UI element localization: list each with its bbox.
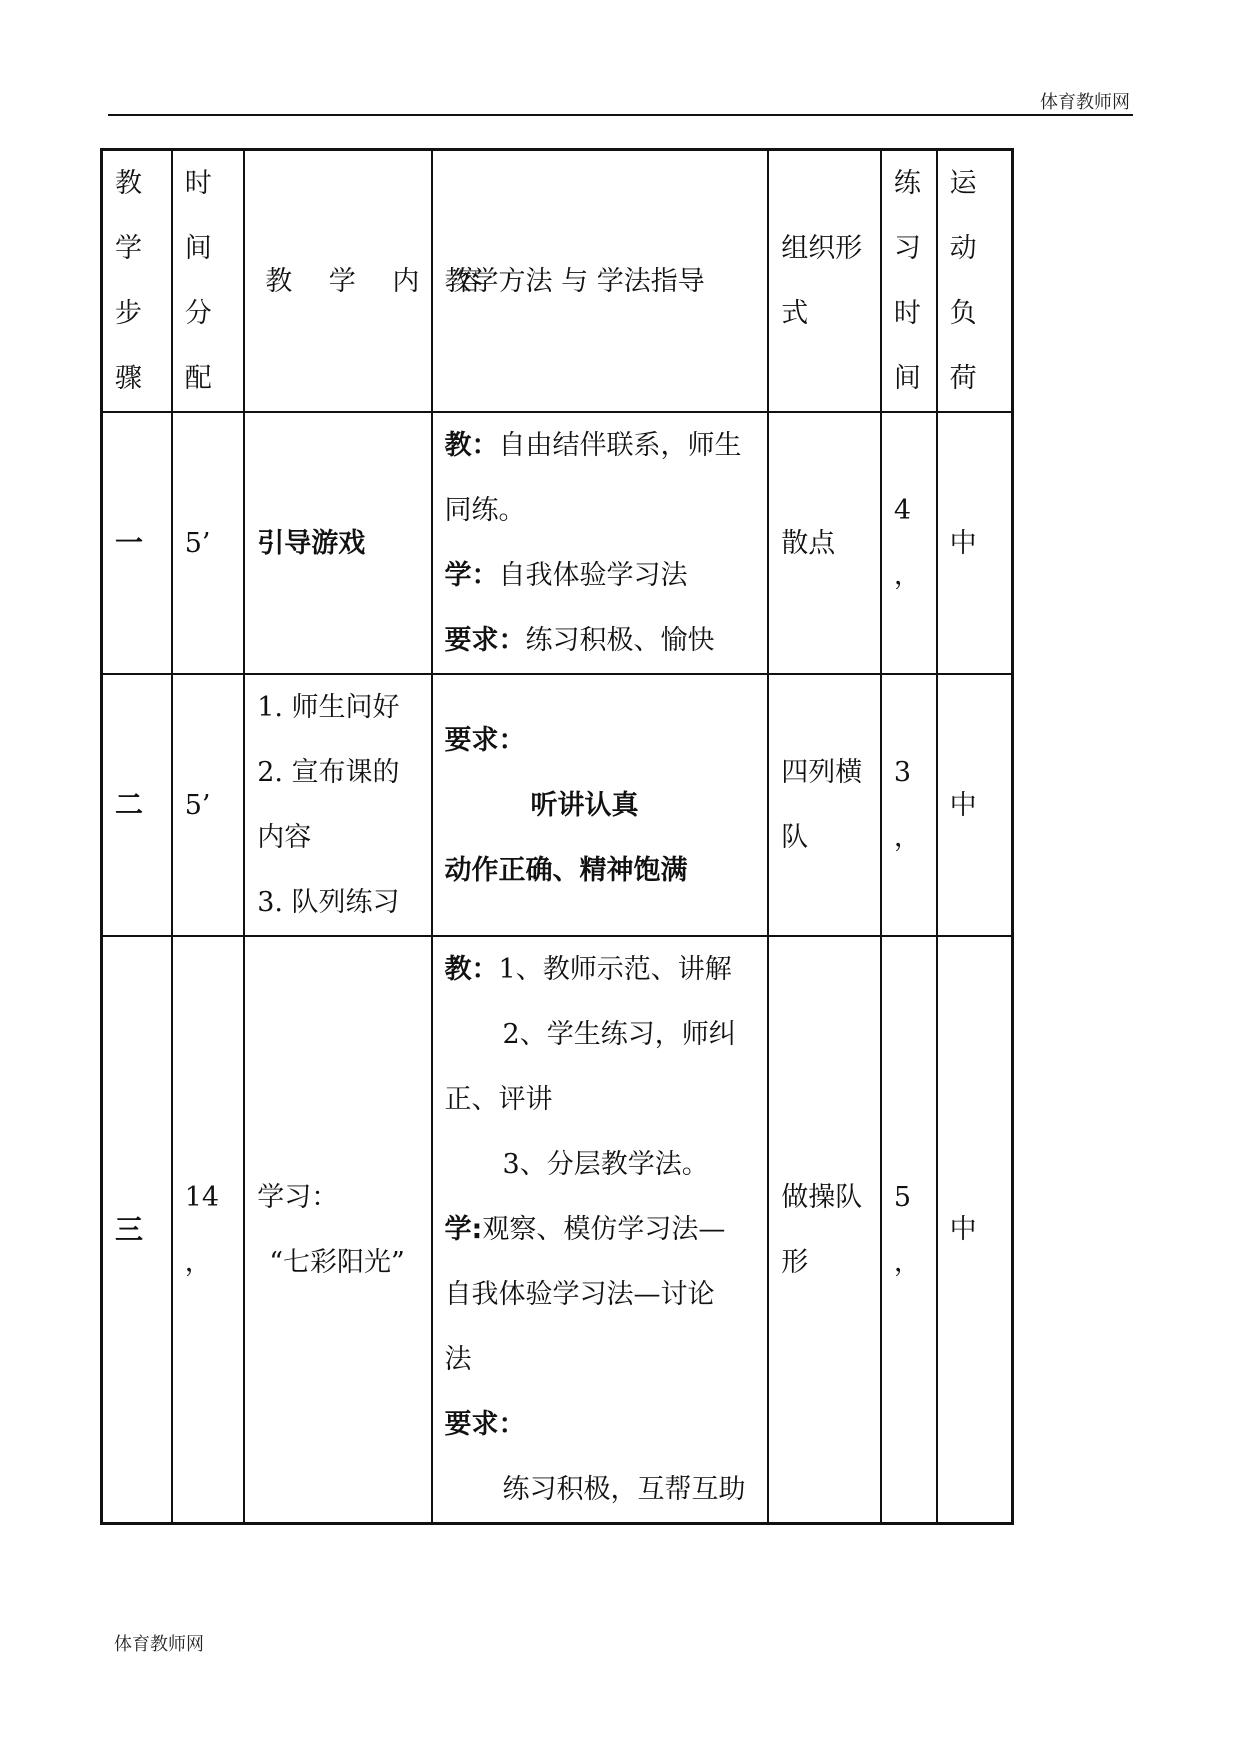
table-row xyxy=(102,412,1013,674)
table-row xyxy=(102,936,1013,1524)
organization-form: 四列横 队 xyxy=(768,674,881,936)
header-content: 教 学 内 容 xyxy=(244,150,431,413)
teaching-content: 学习： “七彩阳光” xyxy=(244,936,431,1524)
step-number: 三 xyxy=(102,936,172,1524)
organization-form: 做操队 形 xyxy=(768,936,881,1524)
page-header: 体育教师网 xyxy=(1040,92,1130,113)
header-step: 教 学 步 骤 xyxy=(102,150,172,413)
header-rule xyxy=(108,114,1133,116)
method-guidance: 教：自由结伴联系，师生 同练。 学：自我体验学习法 要求：练习积极、愉快 xyxy=(432,412,769,674)
exercise-load: 中 xyxy=(937,412,1013,674)
table-row xyxy=(102,674,1013,936)
header-practice: 练 习 时 间 xyxy=(881,150,937,413)
time-allocation: 5’ xyxy=(172,674,244,936)
organization-form: 散点 xyxy=(768,412,881,674)
header-org: 组织形 式 xyxy=(768,150,881,413)
time-allocation: 5’ xyxy=(172,412,244,674)
page-footer: 体育教师网 xyxy=(114,1634,204,1655)
method-guidance: 教：1、教师示范、讲解 2、学生练习，师纠 正、评讲 3、分层教学法。 学:观察、模仿学习法— 自我体验学习法—讨论 法 要求： 练习积极，互帮互助 xyxy=(432,936,769,1524)
practice-time: 3 ， xyxy=(881,674,937,936)
header-method: 教学方法 与 学法指导 xyxy=(432,150,769,413)
header-row xyxy=(102,150,1013,413)
header-load: 运 动 负 荷 xyxy=(937,150,1013,413)
teaching-content: 1. 师生问好 2. 宣布课的 内容 3. 队列练习 xyxy=(244,674,431,936)
step-number: 二 xyxy=(102,674,172,936)
lesson-plan-table xyxy=(100,148,1014,1525)
exercise-load: 中 xyxy=(937,936,1013,1524)
time-allocation: 14 ， xyxy=(172,936,244,1524)
practice-time: 5 ， xyxy=(881,936,937,1524)
practice-time: 4 ， xyxy=(881,412,937,674)
exercise-load: 中 xyxy=(937,674,1013,936)
method-guidance: 要求： 听讲认真 动作正确、精神饱满 xyxy=(432,674,769,936)
header-time: 时 间 分 配 xyxy=(172,150,244,413)
step-number: 一 xyxy=(102,412,172,674)
teaching-content: 引导游戏 xyxy=(244,412,431,674)
